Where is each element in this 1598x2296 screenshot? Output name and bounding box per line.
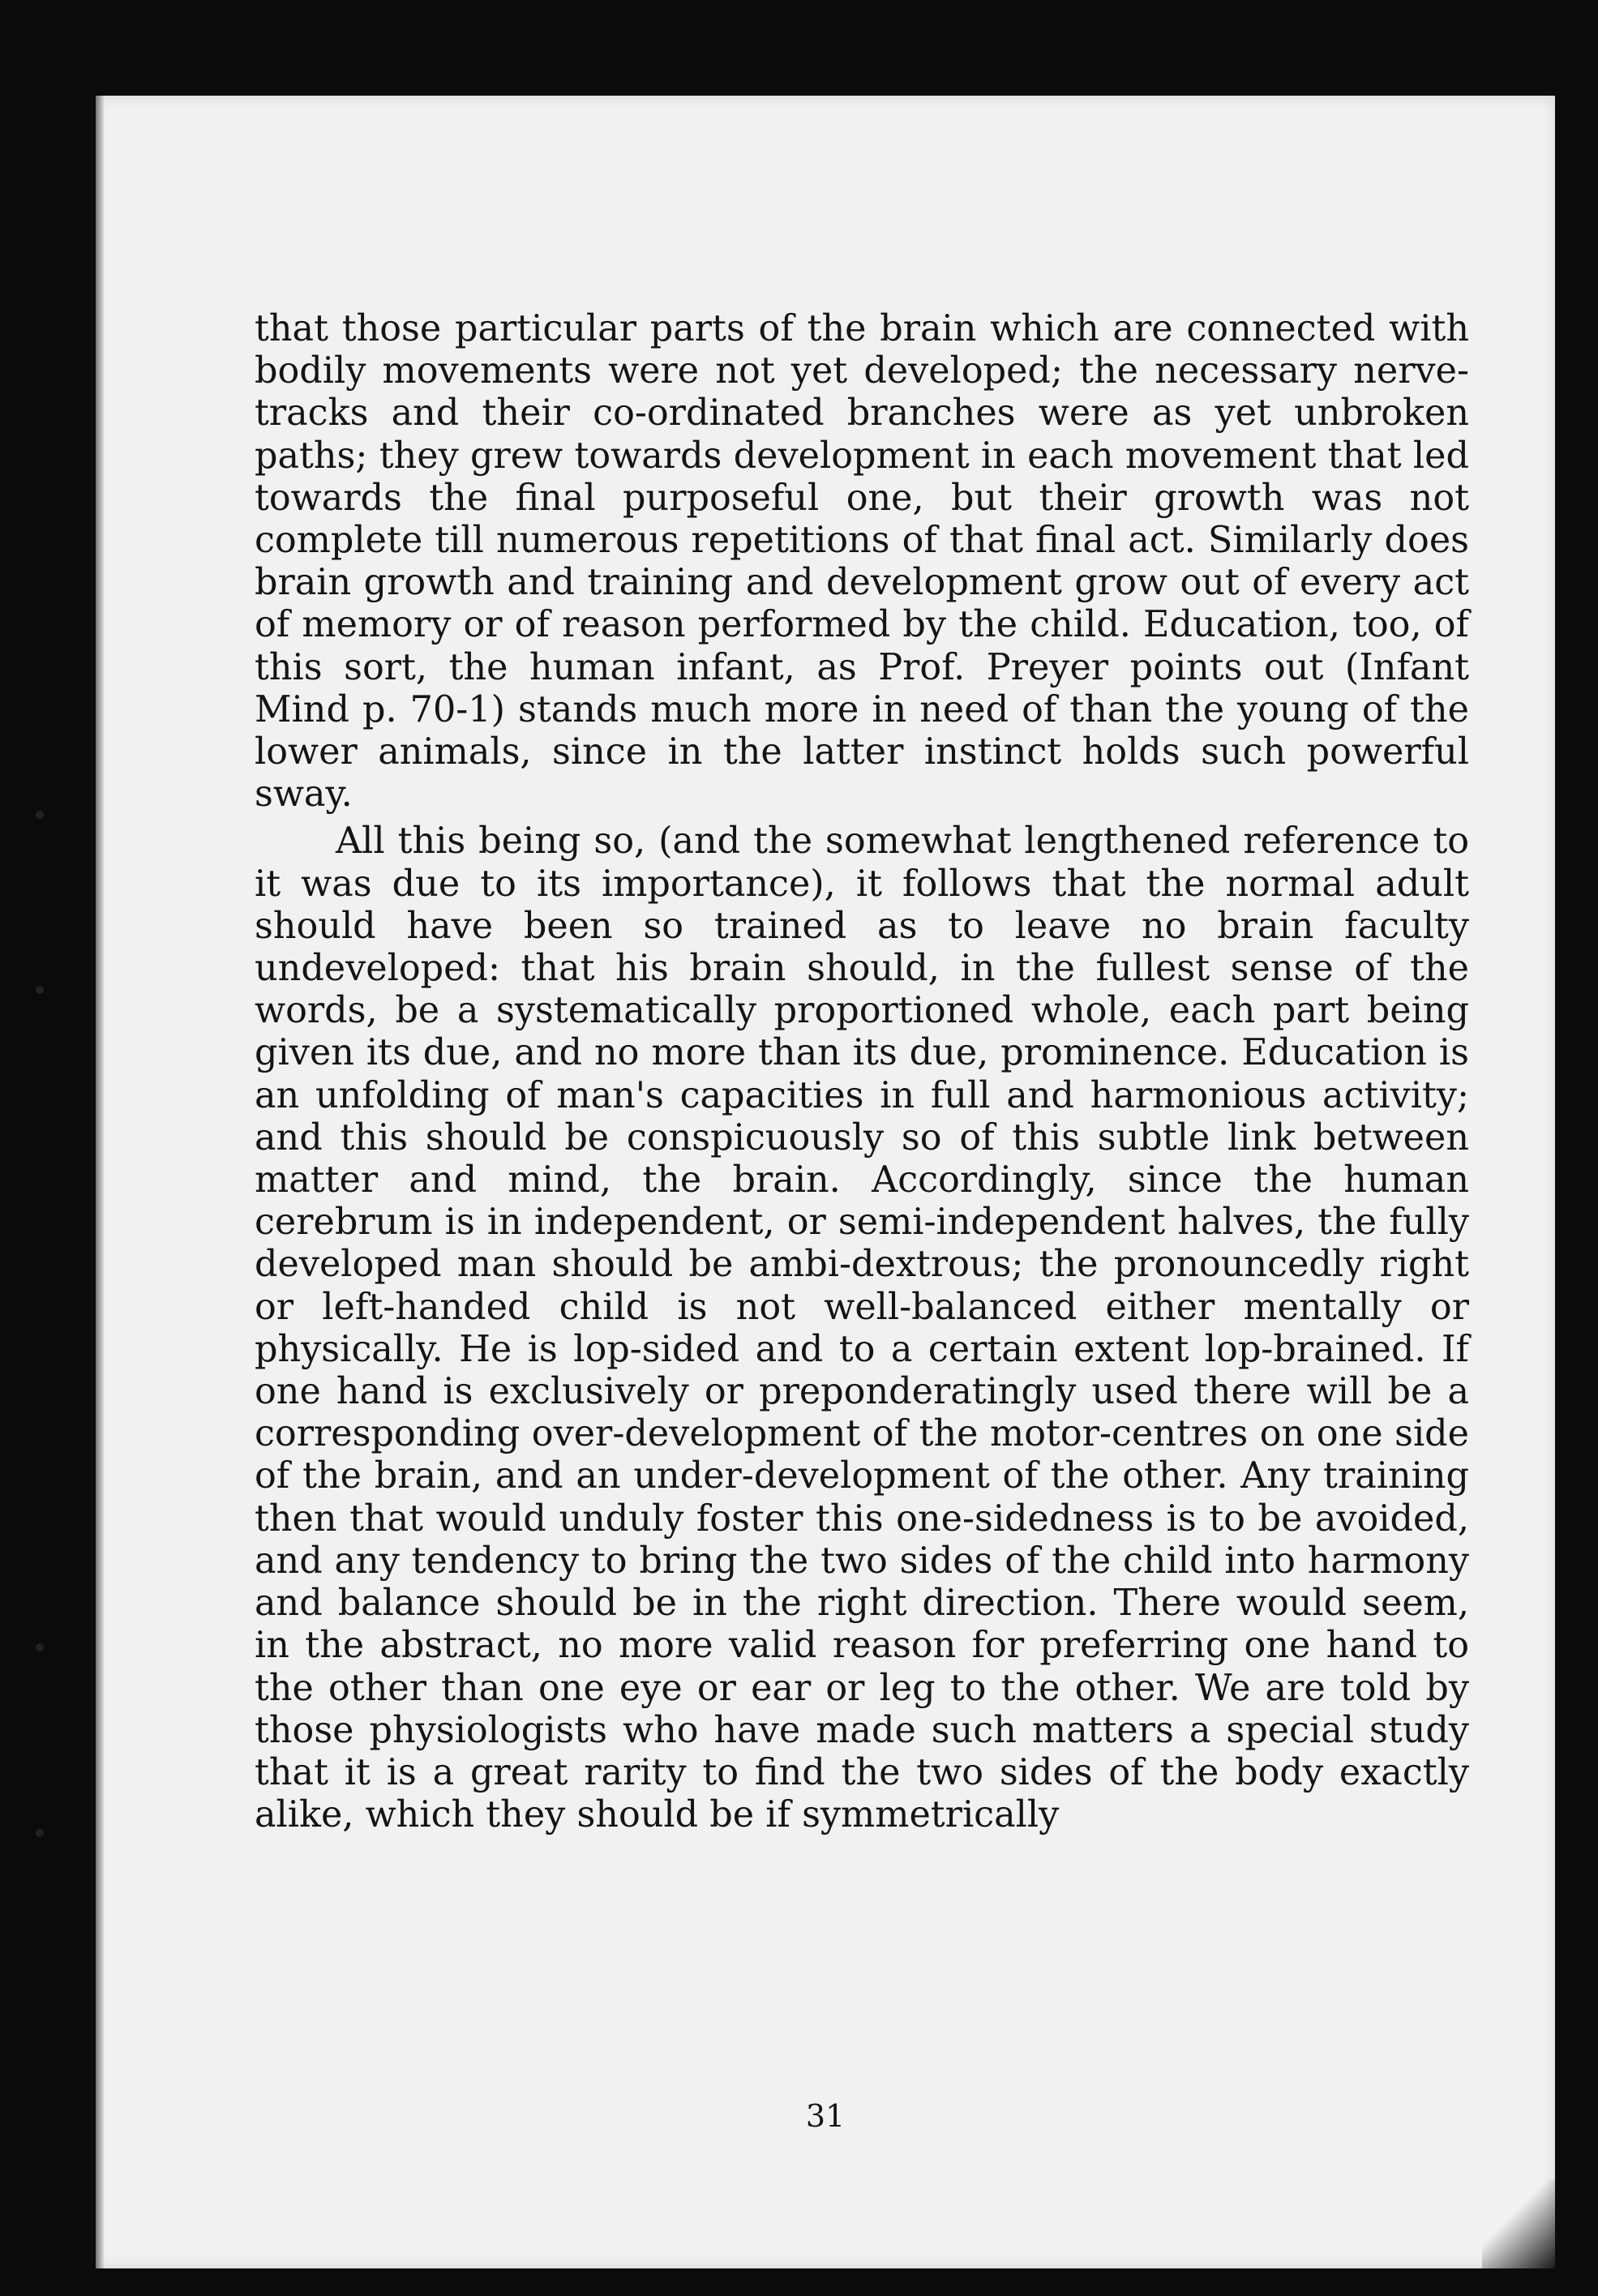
body-text: [255, 308, 1469, 1836]
paragraph-ambidexterity: All this being so, (and the somewhat lengthened reference to it was due to its importance), it follows that the normal adult should have been so trained as to leave no brain faculty undeveloped: that his brain should, in the fullest sense of the words, be a systematically proportioned whole, each part being given its due, and no more than its due, prominence. Education is an unfolding of man's capacities in full and harmonious activity; and this should be conspicuously so of this subtle link between matter and mind, the brain. Accordingly, since the human cerebrum is in independent, or semi-independent halves, the fully developed man should be ambi-dextrous; the pronouncedly right or left-handed child is not well-balanced either mentally or physically. He is lop-sided and to a certain extent lop-brained. If one hand is exclusively or preponderatingly used there will be a corresponding over-development of the motor-centres on one side of the brain, and an under-development of the other. Any training then that would unduly foster this one-sidedness is to be avoided, and any tendency to bring the two sides of the child into harmony and balance should be in the right direction. There would seem, in the abstract, no more valid reason for preferring one hand to the other than one eye or ear or leg to the other. We are told by those physiologists who have made such matters a special study that it is a great rarity to find the two sides of the body exactly alike, which they should be if symmetrically: [255, 820, 1469, 1836]
page-number: 31: [805, 2098, 846, 2134]
binding-mark: [36, 1829, 44, 1837]
paragraph-continuation: that those particular parts of the brain which are connected with bodily movements were not yet developed; the necessary nerve-tracks and their co-ordinated branches were as yet unbroken paths; they grew towards development in each movement that led towards the final purposeful one, but their growth was not complete till numerous repetitions of that final act. Similarly does brain growth and training and development grow out of every act of memory or of reason performed by the child. Education, too, of this sort, the human infant, as Prof. Preyer points out (Infant Mind p. 70-1) stands much more in need of than the young of the lower animals, since in the latter instinct holds such powerful sway.: [255, 308, 1469, 816]
book-page: [96, 96, 1555, 2268]
binding-marks: [36, 0, 68, 2296]
binding-mark: [36, 811, 44, 819]
page-corner-shadow: [1482, 2179, 1555, 2268]
binding-mark: [36, 1643, 44, 1651]
binding-mark: [36, 986, 44, 994]
page-gutter-shadow: [96, 96, 104, 2268]
